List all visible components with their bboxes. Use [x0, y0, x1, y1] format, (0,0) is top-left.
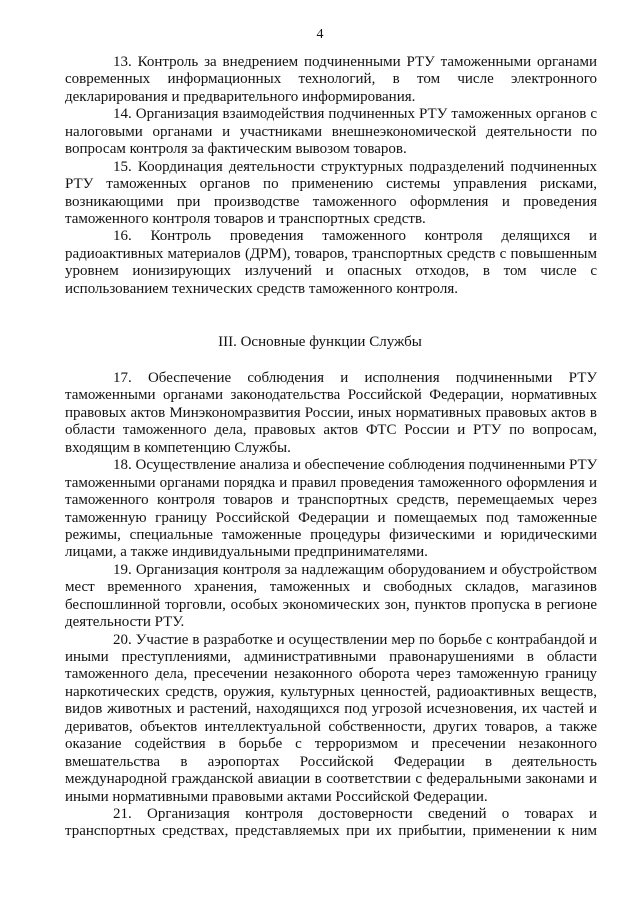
text-line: 21. Организация контроля достоверности сведений о товарах и — [113, 805, 597, 822]
text-line: современных информационных технологий, в том числе электронного — [65, 71, 597, 88]
text-line: иными преступлениями, административными правонарушениями в области — [65, 649, 597, 665]
text-line: РТУ таможенных органов по применению системы управления рисками, — [65, 176, 597, 193]
text-line: использованием технических средств таможенного контроля. — [65, 280, 458, 297]
text-line: области таможенного дела, правовых актов ФТС России и РТУ по вопросам, — [65, 422, 597, 439]
text-line: 18. Осуществление анализа и обеспечение соблюдения подчиненными РТУ — [113, 457, 598, 474]
text-line: видов животных и растений, находящихся под угрозой исчезновения, их частей и — [65, 701, 597, 718]
text-line: возникающими при производстве таможенного оформления и проведения — [65, 193, 597, 210]
text-line: 19. Организация контроля за надлежащим оборудованием и обустройством — [113, 561, 597, 578]
text-line: 14. Организация взаимодействия подчиненных РТУ таможенных органов с — [113, 106, 597, 123]
section-heading: III. Основные функции Службы — [218, 334, 422, 350]
text-line: вмешательства в аэропортах Российской Федерации в деятельность — [65, 753, 597, 770]
paragraph — [65, 159, 597, 229]
text-line: режимы, специальные таможенные процедуры физическими и юридическими — [65, 526, 597, 543]
text-line: 16. Контроль проведения таможенного контроля делящихся и — [113, 228, 597, 245]
text-line: таможенную границу Российской Федерации и помещаемых под таможенные — [65, 509, 597, 526]
paragraph — [65, 632, 597, 806]
text-line: вопросам контроля за фактическим вывозом товаров. — [65, 141, 407, 158]
paragraph — [65, 54, 597, 106]
text-line: международной гражданской авиации в соответствии с федеральными законами и — [65, 771, 597, 788]
text-line: таможенного дела, пресечении незаконного оборота через таможенную границу — [65, 666, 597, 683]
text-line: дериватов, объектов интеллектуальной собственности, других товаров, а также — [65, 718, 597, 735]
text-line: иными нормативными правовыми актами Российской Федерации. — [65, 788, 488, 805]
text-line: деятельности РТУ. — [65, 614, 185, 631]
text-line: беспошлинной торговли, особых экономических зон, пунктов пропуска в регионе — [65, 596, 597, 613]
paragraphs-13-16 — [65, 54, 597, 298]
paragraph — [65, 457, 597, 562]
page-number: 4 — [316, 27, 324, 42]
paragraphs-17-21 — [65, 370, 597, 841]
paragraph — [65, 562, 597, 632]
text-line: 15. Координация деятельности структурных подразделений подчиненных — [113, 158, 597, 175]
text-line: 17. Обеспечение соблюдения и исполнения подчиненными РТУ — [113, 370, 597, 386]
text-line: таможенными органами порядка и правил проведения таможенного оформления и — [65, 474, 597, 491]
text-line: входящим в компетенцию Службы. — [65, 439, 291, 456]
text-line: правовых актов Минэкономразвития России, иных нормативных правовых актов в — [65, 404, 597, 421]
text-line: 13. Контроль за внедрением подчиненными РТУ таможенными органами — [113, 54, 597, 70]
paragraph — [65, 806, 597, 841]
text-line: уровнем ионизирующих излучений и опасных отходов, в том числе с — [65, 263, 597, 280]
text-line: декларирования и предварительного информирования. — [65, 88, 416, 105]
paragraph — [65, 106, 597, 158]
text-line: транспортных средствах, представляемых при их прибытии, применении к ним — [65, 823, 597, 840]
text-line: 20. Участие в разработке и осуществлении мер по борьбе с контрабандой и — [113, 631, 597, 648]
text-line: оказание содействия в борьбе с терроризмом и пресечении незаконного — [65, 736, 597, 753]
text-line: таможенными органами законодательства Российской Федерации, нормативных — [65, 387, 597, 404]
text-line: лицами, а также индивидуальными предпринимателями. — [65, 544, 428, 561]
text-line: таможенного контроля товаров и транспортных средств. — [65, 210, 426, 227]
text-line: таможенного контроля товаров и транспортных средств, перемещаемых через — [65, 492, 597, 509]
text-line: наркотических средств, оружия, культурных ценностей, радиоактивных веществ, — [65, 683, 597, 700]
text-line: радиоактивных материалов (ДРМ), товаров, транспортных средств с повышенным — [65, 245, 597, 262]
paragraph — [65, 228, 597, 298]
paragraph — [65, 370, 597, 457]
text-line: мест временного хранения, таможенных и свободных складов, магазинов — [65, 579, 597, 596]
text-line: налоговыми органами и участниками внешнеэкономической деятельности по — [65, 123, 597, 140]
